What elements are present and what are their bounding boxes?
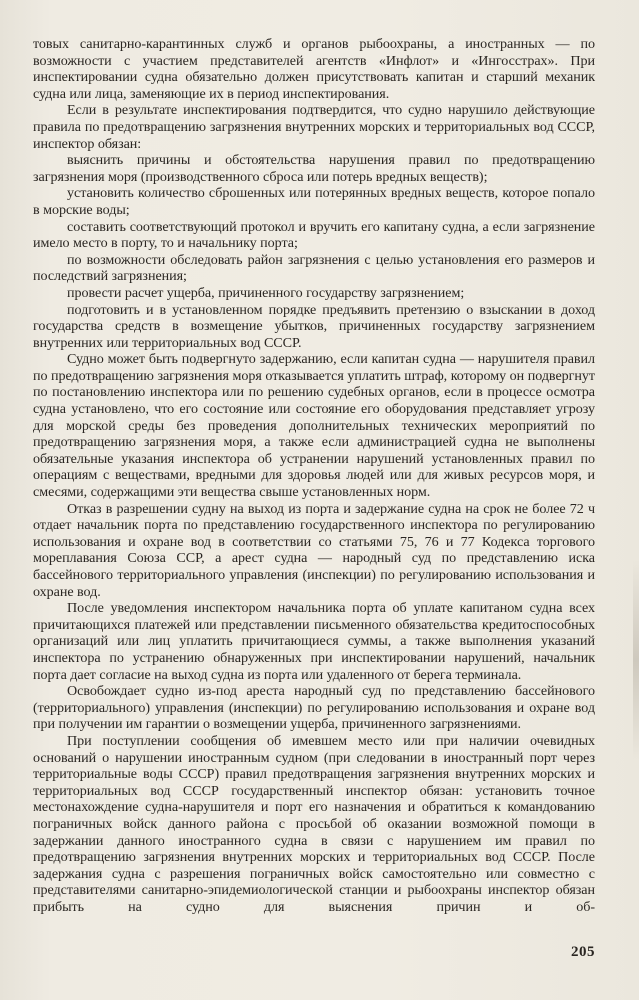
paragraph: Если в результате инспектирования подтвердится, что судно нарушило действующие правила по предотвращению загрязнения внутренних морских и территориальных вод СССР, инспектор обязан: (33, 102, 595, 152)
list-item-paragraph: выяснить причины и обстоятельства нарушения правил по предотвращению загрязнения моря (производственного сброса или потерь вредных веществ); (33, 152, 595, 185)
paragraph: После уведомления инспектором начальника порта об уплате капитаном судна всех причитающихся платежей или представлении письменного обязательства кредитоспособных организаций или лиц уплатить причитающиеся суммы, а также выполнения указаний инспектора по устранению обнаруженных при инспектировании нарушений, начальник порта дает согласие на выход судна из порта или удаленного от берега терминала. (33, 600, 595, 683)
paragraph: Судно может быть подвергнуто задержанию, если капитан судна — нарушителя правил по предотвращению загрязнения моря отказывается уплатить штраф, которому он подвергнут по постановлению инспектора или по решению судебных органов, если в процессе осмотра судна установлено, что его состояние или состояние его оборудования представляет угрозу для морской среды без проведения дополнительных технических мероприятий по предотвращению загрязнения моря, а также если администрацией судна не выполнены обязательные указания инспектора об устранении нарушений установленных правил по операциям с веществами, вредными для здоровья людей или для живых ресурсов моря, и смесями, содержащими эти вещества свыше установленных норм. (33, 351, 595, 501)
body-text (33, 36, 595, 915)
list-item-paragraph: составить соответствующий протокол и вручить его капитану судна, а если загрязнение имело место в порту, то и начальнику порта; (33, 218, 595, 252)
list-item-paragraph: провести расчет ущерба, причиненного государству загрязнением; (67, 284, 465, 301)
paragraph: товых санитарно-карантинных служб и органов рыбоохраны, а иностранных — по возможности с участием представителей агентств «Инфлот» и «Ингосстрах». При инспектировании судна обязательно должен присутствовать капитан и старший механик судна или лица, заменяющие их в период инспектирования. (33, 36, 595, 102)
list-item-paragraph: по возможности обследовать район загрязнения с целью установления его размеров и последствий загрязнения; (33, 251, 595, 285)
paragraph: Отказ в разрешении судну на выход из порта и задержание судна на срок не более 72 ч отдает начальник порта по представлению государственного инспектора по регулированию использования и охране вод в соответствии со статьями 75, 76 и 77 Кодекса торгового мореплавания Союза ССР, а арест судна — народный суд по представлению иска бассейнового территориального управления (инспекции) по регулированию использования и охране вод. (33, 500, 595, 600)
paragraph: Освобождает судно из-под ареста народный суд по представлению бассейнового (территориального) управления (инспекции) по регулированию использования и охране вод при получении им гарантии о возмещении ущерба, причиненного загрязнениями. (33, 683, 595, 733)
page-edge-shadow (633, 560, 639, 760)
paragraph: При поступлении сообщения об имевшем место или при наличии очевидных оснований о нарушении иностранным судном (при следовании в иностранный порт через территориальные воды СССР) правил предотвращения загрязнения внутренних морских и территориальных вод СССР государственный инспектор обязан: установить точное местонахождение судна-нарушителя и порт его назначения и обратиться к командованию пограничных войск данного района с просьбой об оказании возможной помощи в задержании данного иностранного судна в связи с нарушением им правил по предотвращению загрязнения внутренних морских и территориальных вод СССР. После задержания судна с разрешения пограничных войск самостоятельно или совместно с представителями санитарно-эпидемиологической станции и рыбоохраны инспектор обязан прибыть на судно для выяснения причин и об- (33, 732, 595, 915)
list-item-paragraph: подготовить и в установленном порядке предъявить претензию о взыскании в доход государства средств в возмещение убытков, причиненных государству загрязнением внутренних или территориальных вод СССР. (33, 301, 595, 351)
list-item-paragraph: установить количество сброшенных или потерянных вредных веществ, которое попало в морские воды; (33, 185, 595, 218)
page-number: 205 (571, 944, 595, 960)
